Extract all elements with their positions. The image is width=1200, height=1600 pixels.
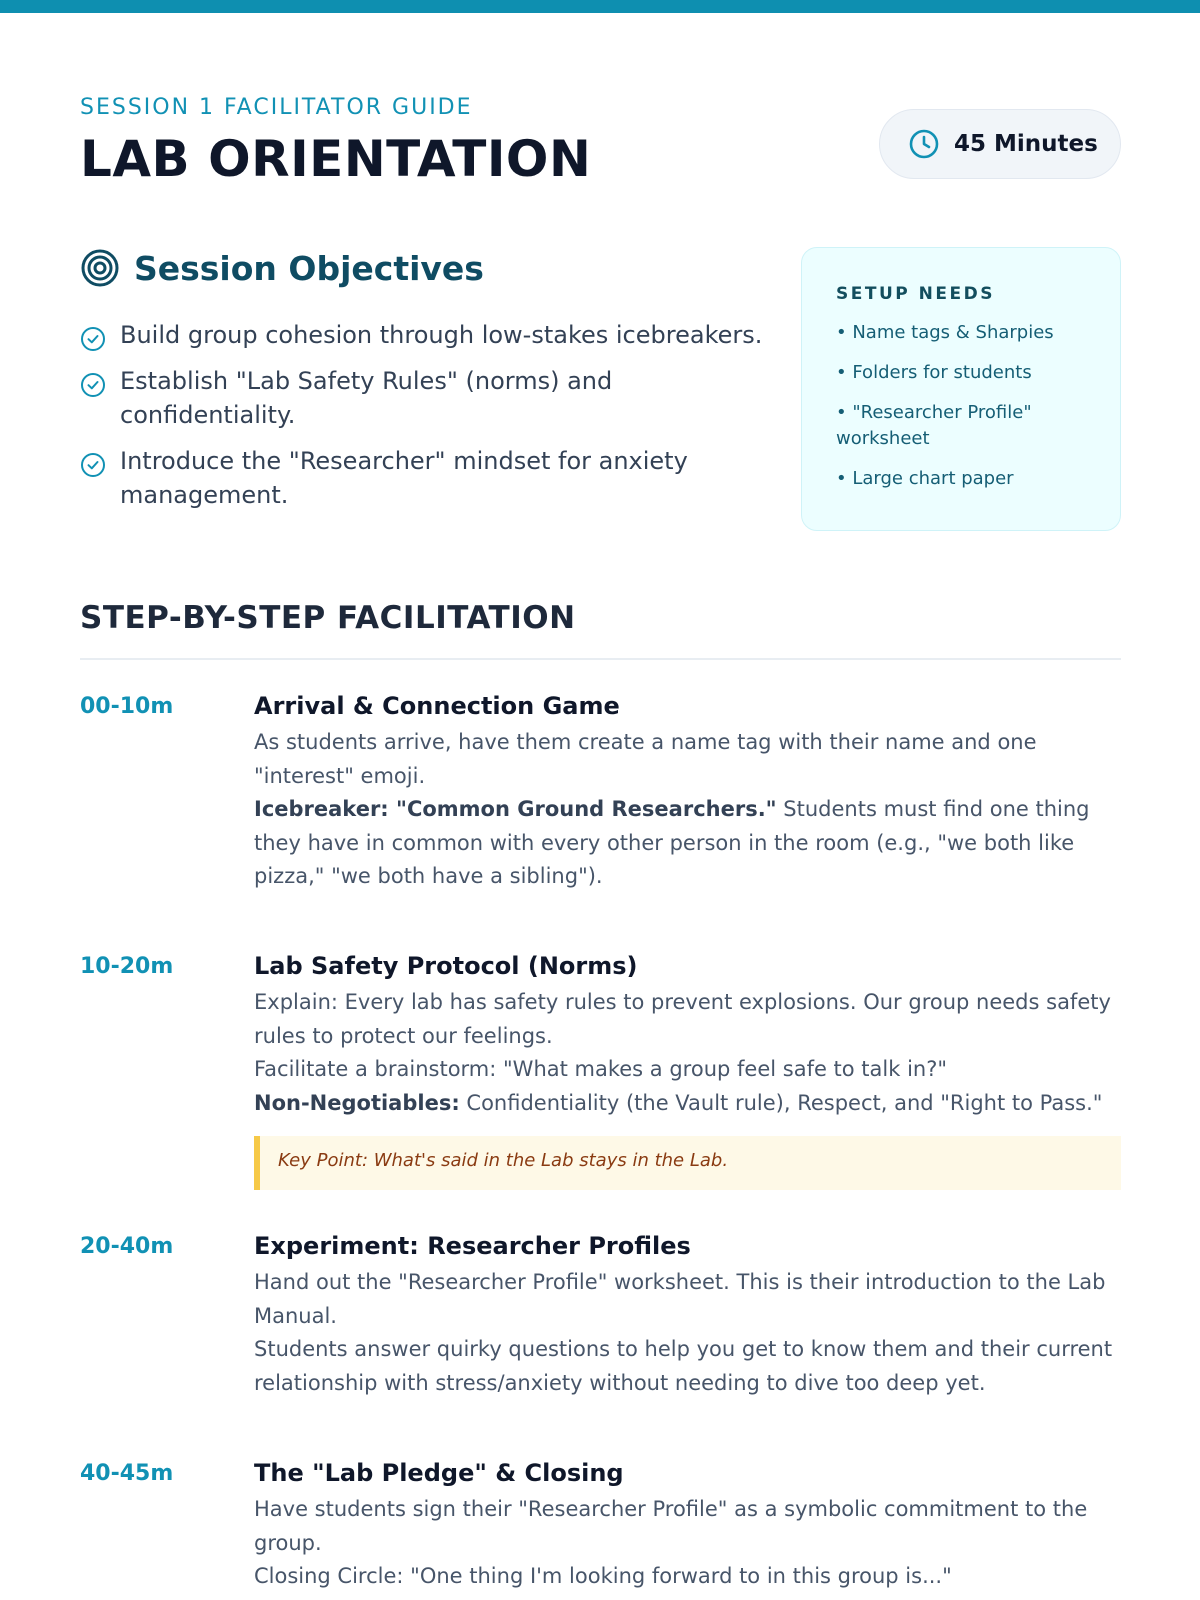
objective-item bbox=[80, 318, 770, 352]
step-time: 20-40m bbox=[80, 1234, 174, 1259]
step-bold-lead: Non-Negotiables: bbox=[254, 1090, 460, 1115]
step-text bbox=[254, 1087, 1121, 1121]
objectives-title: Session Objectives bbox=[134, 248, 484, 288]
objective-item bbox=[80, 364, 770, 432]
step-body bbox=[254, 1228, 1121, 1400]
objective-text: Build group cohesion through low-stakes icebreakers. bbox=[120, 321, 763, 349]
setup-list bbox=[836, 320, 1090, 492]
step-text: Hand out the "Researcher Profile" worksheet. This is their introduction to the Lab Manual. bbox=[254, 1270, 1106, 1328]
session-eyebrow: SESSION 1 FACILITATOR GUIDE bbox=[80, 95, 473, 120]
step-body bbox=[254, 948, 1121, 1190]
setup-item: • Folders for students bbox=[836, 362, 1032, 383]
page-title: LAB ORIENTATION bbox=[80, 130, 592, 188]
step-time: 40-45m bbox=[80, 1461, 174, 1486]
step-text: Closing Circle: "One thing I'm looking forward to in this group is..." bbox=[254, 1564, 952, 1588]
duration-label: 45 Minutes bbox=[954, 131, 1098, 157]
step-text: Students answer quirky questions to help you get to know them and their current relationship with stress/anxiety without needing to dive too deep yet. bbox=[254, 1337, 1113, 1395]
objective-text: Establish "Lab Safety Rules" (norms) and confidentiality. bbox=[120, 367, 613, 429]
step-title: Experiment: Researcher Profiles bbox=[254, 1232, 691, 1260]
top-accent-bar bbox=[0, 0, 1200, 13]
objectives-heading bbox=[80, 248, 484, 288]
key-point-callout: Key Point: What's said in the Lab stays in the Lab. bbox=[254, 1136, 1121, 1190]
step-text: Facilitate a brainstorm: "What makes a group feel safe to talk in?" bbox=[254, 1057, 948, 1081]
step-title: Lab Safety Protocol (Norms) bbox=[254, 952, 638, 980]
clock-icon bbox=[908, 128, 940, 160]
setup-item: • Name tags & Sharpies bbox=[836, 322, 1054, 343]
check-circle-icon bbox=[80, 372, 106, 398]
step-body bbox=[254, 688, 1121, 894]
setup-title: SETUP NEEDS bbox=[836, 284, 995, 304]
check-circle-icon bbox=[80, 452, 106, 478]
step-bold-lead: Icebreaker: "Common Ground Researchers." bbox=[254, 797, 777, 821]
step-text-rest: Confidentiality (the Vault rule), Respect, and "Right to Pass." bbox=[459, 1090, 1103, 1115]
step-1 bbox=[80, 688, 1121, 894]
step-time: 10-20m bbox=[80, 954, 174, 979]
objective-item bbox=[80, 444, 770, 512]
step-text bbox=[254, 793, 1121, 894]
step-text: Explain: Every lab has safety rules to prevent explosions. Our group needs safety rules to protect our feelings. bbox=[254, 990, 1111, 1048]
objectives-list bbox=[80, 318, 770, 524]
step-body bbox=[254, 1455, 1121, 1594]
check-circle-icon bbox=[80, 326, 106, 352]
setup-item: • "Researcher Profile" worksheet bbox=[836, 402, 1032, 449]
setup-item: • Large chart paper bbox=[836, 468, 1014, 489]
section-divider bbox=[80, 658, 1121, 660]
duration-badge bbox=[879, 109, 1121, 179]
step-time: 00-10m bbox=[80, 694, 174, 719]
step-text-rest: Students must find one thing they have in common with every other person in the room (e.g., "we both like pizza," "we both have a sibling"). bbox=[254, 797, 1090, 888]
step-text: As students arrive, have them create a name tag with their name and one "interest" emoji. bbox=[254, 730, 1037, 788]
step-3 bbox=[80, 1228, 1121, 1400]
facilitation-heading: STEP-BY-STEP FACILITATION bbox=[80, 600, 576, 636]
setup-needs-panel bbox=[801, 247, 1121, 531]
step-4 bbox=[80, 1455, 1121, 1594]
target-icon bbox=[80, 248, 120, 288]
step-title: The "Lab Pledge" & Closing bbox=[254, 1459, 624, 1487]
step-2 bbox=[80, 948, 1121, 1190]
objective-text: Introduce the "Researcher" mindset for anxiety management. bbox=[120, 447, 688, 509]
step-text: Have students sign their "Researcher Profile" as a symbolic commitment to the group. bbox=[254, 1497, 1088, 1555]
step-title: Arrival & Connection Game bbox=[254, 692, 620, 720]
